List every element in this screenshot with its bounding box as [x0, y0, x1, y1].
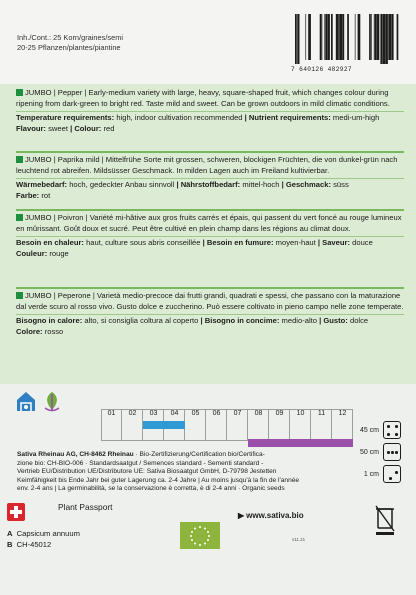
prop-label: Colour: [74, 123, 102, 133]
section-de [16, 155, 404, 201]
props-row-2 [16, 249, 404, 260]
address-block [17, 448, 395, 494]
description-text: Varietà medio-precoce dai frutti grandi, quadrati e spessi, che passano con la maturazione dal verde scuro al rosso vivo. Gusto dolce e zuccherino. Può essere coltivato in pieno campo nelle zone temperate. [16, 291, 404, 311]
variety-name: JUMBO [25, 213, 52, 222]
eu-organic-leaf-icon [180, 522, 220, 549]
prop-label: Besoin en chaleur: [16, 238, 84, 247]
header-area [0, 0, 416, 84]
seed-count [17, 33, 123, 53]
barcode-bar [325, 14, 327, 60]
green-square-icon [16, 89, 23, 96]
barcode-bar [369, 14, 371, 60]
section-it-description: JUMBO | Peperone | Varietà medio-precoce dai frutti grandi, quadrati e spessi, che passano con la maturazione dal verde scuro al rosso vivo. Gusto dolce e zuccherino. Può essere coltivato in pieno campo nelle zone temperate. [16, 291, 404, 311]
barcode-bar [355, 14, 356, 60]
divider [16, 209, 404, 211]
calendar-month-03: 03 [149, 410, 158, 417]
barcode-bar [340, 14, 343, 60]
barcode-bar [375, 14, 377, 60]
barcode-bar [382, 14, 385, 64]
section-en-description: JUMBO | Pepper | Early-medium variety with large, heavy, square-shaped fruit, which changes colour during ripening from dark-green to bright red. Taste mild and sweet. Can be grown outdoors in mild climatic conditions. [16, 88, 390, 108]
prop-value: rot [41, 190, 51, 200]
calendar-cell [332, 409, 353, 441]
prop-value: rosso [44, 326, 64, 336]
address-line-5: env. 2-4 ans | La germinabilità, se la conservazione è corretta, è di 2-4 anni · Organic seeds [17, 485, 285, 493]
species: Capsicum annuum [16, 529, 80, 538]
description-text: Variété mi-hâtive aux gros fruits carrés et épais, qui passent du vert foncé au rouge lumineux en mûrissant. Goût doux et sucré. Peut être cultivé en plein champ dans les régions au climat doux. [16, 213, 402, 233]
company-name: Sativa Rheinau AG, CH-8462 Rheinau [17, 451, 134, 458]
calendar-month-01: 01 [107, 410, 116, 417]
seed-count-line-1: Inh./Cont.: 25 Korn/graines/semi [17, 33, 123, 42]
prop-value: hoch, gedeckter Anbau sinnvoll [69, 180, 175, 189]
barcode-bar [371, 14, 372, 60]
section-de-description: JUMBO | Paprika mild | Mittelfrühe Sorte mit grossen, schweren, blockigen Früchten, die von dunkel-grün nach leuchtend rot abreifen. Mildsüsser Geschmack. In milden Lagen auch im Freiland kultivierbar. [16, 155, 398, 175]
swiss-flag-icon [7, 503, 25, 521]
prop-label: Temperature requirements: [16, 113, 115, 122]
props-row-2 [16, 191, 404, 202]
props-row-1: Bisogno in calore: alto, si consiglia coltura al coperto | Bisogno in concime: medio-alto | Gusto: dolce [16, 316, 369, 325]
barcode-bar [374, 14, 375, 60]
calendar-cell [122, 409, 143, 441]
props-row-2 [16, 327, 404, 338]
description-text: Mittelfrühe Sorte mit grossen, schweren, blockigen Früchten, die von dunkel-grün nach leuchtend rot abreifen. Mildsüsser Geschmack. In milden Lagen auch im Freiland kultivierbar. [16, 155, 398, 175]
calendar-month-10: 10 [296, 410, 305, 417]
green-square-icon [16, 156, 23, 163]
calendar-month-07: 07 [233, 410, 242, 417]
calendar-month-09: 09 [275, 410, 284, 417]
prop-value: mittel-hoch [242, 180, 280, 189]
barcode-bar [327, 14, 330, 60]
variety-name: JUMBO [25, 291, 52, 300]
plant-passport-a [7, 529, 80, 538]
calendar-month-04: 04 [170, 410, 179, 417]
green-square-icon [16, 292, 23, 299]
row-distance [357, 421, 401, 439]
section-it [16, 291, 404, 337]
barcode-bar [380, 14, 382, 64]
prop-value: alto, si consiglia coltura al coperto [84, 316, 199, 325]
prop-label: Farbe: [16, 190, 40, 200]
prop-label: Saveur: [322, 238, 350, 247]
barcode-bar [358, 14, 361, 60]
variety-type: Pepper [57, 88, 83, 97]
website-link[interactable]: ▶ www.sativa.bio [238, 511, 304, 520]
calendar-cell [101, 409, 122, 441]
plant-passport-b [7, 540, 51, 549]
recycling-bin-icon [374, 504, 396, 536]
barcode-bar [298, 14, 300, 64]
website-text: www.sativa.bio [246, 511, 304, 520]
barcode-bar [397, 14, 399, 60]
props-row-1: Wärmebedarf: hoch, gedeckter Anbau sinnvoll | Nährstoffbedarf: mittel-hoch | Geschmack: süss [16, 180, 349, 189]
barcode-bar [343, 14, 345, 60]
plant-passport-title: Plant Passport [58, 502, 113, 512]
address-line-2: zione bio: CH-BIO-006 · Standardsaatgut / Semences standard - Sementi standard - [17, 459, 264, 467]
prop-value: dolce [349, 316, 369, 325]
barcode-bar [295, 14, 297, 64]
barcode-bar [305, 14, 306, 60]
plant-distance-value: 50 cm [359, 448, 379, 456]
prop-label: Colore: [16, 326, 43, 336]
barcode-bar [339, 14, 340, 60]
prop-value: süss [333, 180, 349, 189]
props-row-1: Besoin en chaleur: haut, culture sous abris conseillée | Besoin en fumure: moyen-haut | Saveur: douce [16, 238, 373, 247]
prop-value: haut, culture sous abris conseillée [86, 238, 201, 247]
divider [16, 151, 404, 153]
prop-label: Besoin en fumure: [206, 238, 274, 247]
registration: CH-45012 [16, 540, 52, 549]
variety-type: Paprika mild [57, 155, 100, 164]
barcode-bar [320, 14, 322, 60]
certification: · Bio-Zertifizierung/Certification bio/Certifica- [133, 451, 265, 458]
prop-label: Bisogno in concime: [204, 316, 280, 325]
prop-value: douce [352, 238, 373, 247]
barcode-bar [336, 14, 339, 60]
calendar-cell [206, 409, 227, 441]
barcode-bar [377, 14, 380, 60]
calendar-cell [248, 409, 269, 441]
calendar-cell [185, 409, 206, 441]
version-label: v11.21 [292, 537, 306, 542]
calendar-cell [269, 409, 290, 441]
section-it-props [16, 314, 404, 337]
prop-label: Nutrient requirements: [248, 113, 331, 122]
variety-type: Peperone [57, 291, 91, 300]
barcode [293, 14, 401, 64]
greenhouse-icon [15, 389, 37, 413]
bio-suisse-logo-icon [41, 388, 63, 414]
row-distance-value: 45 cm [359, 426, 379, 434]
calendar-cell [227, 409, 248, 441]
section-fr-props [16, 236, 404, 259]
row-distance-icon [383, 421, 401, 439]
barcode-number: 7 640126 482927 [291, 66, 352, 73]
section-fr [16, 213, 404, 259]
prop-value: medi-um-high [332, 113, 380, 122]
prop-label: Gusto: [323, 316, 348, 325]
code-b: B [7, 540, 13, 549]
code-a: A [7, 529, 13, 538]
calendar-month-12: 12 [338, 410, 347, 417]
sowing-depth-value: 1 cm [363, 470, 379, 478]
barcode-bar [347, 14, 349, 60]
description-text: Early-medium variety with large, heavy, square-shaped fruit, which changes colour during ripening from dark-green to bright red. Taste mild and sweet. Can be grown outdoors in mild climatic conditions. [16, 88, 390, 108]
calendar-month-02: 02 [128, 410, 137, 417]
calendar-cell [290, 409, 311, 441]
barcode-bar [322, 14, 323, 60]
section-en-props [16, 111, 404, 134]
calendar-months [101, 409, 353, 431]
barcode-bar [331, 14, 333, 60]
prop-value: rouge [49, 248, 69, 258]
prop-label: Flavour: [16, 123, 46, 133]
props-row-2: Flavour: sweet | Colour: red [16, 123, 115, 133]
calendar-cell [311, 409, 332, 441]
prop-label: Geschmack: [285, 180, 331, 189]
barcode-bar [297, 14, 298, 64]
prop-value: moyen-haut [275, 238, 316, 247]
address-line-4: Keimfähigkeit bis Ende Jahr bei guter Lagerung ca. 2-4 Jahre | Au moins jusqu'à la fin de l'année [17, 476, 300, 484]
barcode-bar [324, 14, 325, 60]
calendar-month-08: 08 [254, 410, 263, 417]
calendar-month-11: 11 [317, 410, 326, 417]
prop-label: Nährstoffbedarf: [180, 180, 241, 189]
green-square-icon [16, 214, 23, 221]
calendar-month-06: 06 [212, 410, 221, 417]
prop-value: sweet [48, 123, 68, 133]
barcode-bar [385, 14, 388, 64]
divider [16, 287, 404, 289]
address-line-1 [17, 448, 395, 460]
harvest-period-bar [248, 439, 353, 447]
address-line-3: Vertrieb EU/Distribution UE/Distributore UE: Sativa Biosaatgut GmbH, D-79798 Jestetten [17, 468, 277, 476]
calendar-month-05: 05 [191, 410, 200, 417]
prop-value: medio-alto [281, 316, 317, 325]
prop-label: Couleur: [16, 248, 48, 258]
barcode-bar [389, 14, 392, 60]
barcode-bar [308, 14, 311, 60]
prop-label: Wärmebedarf: [16, 180, 68, 189]
section-fr-description: JUMBO | Poivron | Variété mi-hâtive aux gros fruits carrés et épais, qui passent du vert foncé au rouge lumineux en mûrissant. Goût doux et sucré. Peut être cultivé en plein champ dans les régions au climat doux. [16, 213, 402, 233]
section-de-props [16, 178, 404, 201]
barcode-bar [392, 14, 394, 60]
variety-name: JUMBO [25, 155, 52, 164]
seed-count-line-2: 20-25 Pflanzen/plantes/piantine [17, 43, 121, 52]
prop-value: high, indoor cultivation recommended [116, 113, 243, 122]
props-row-1: Temperature requirements: high, indoor cultivation recommended | Nutrient requirements: medi-um-high [16, 113, 380, 122]
variety-type: Poivron [57, 213, 84, 222]
prop-label: Bisogno in calore: [16, 316, 83, 325]
sowing-period-bar [143, 421, 185, 429]
variety-name: JUMBO [25, 88, 52, 97]
barcode-bar [388, 14, 389, 60]
prop-value: red [103, 123, 115, 133]
section-en [16, 88, 404, 134]
